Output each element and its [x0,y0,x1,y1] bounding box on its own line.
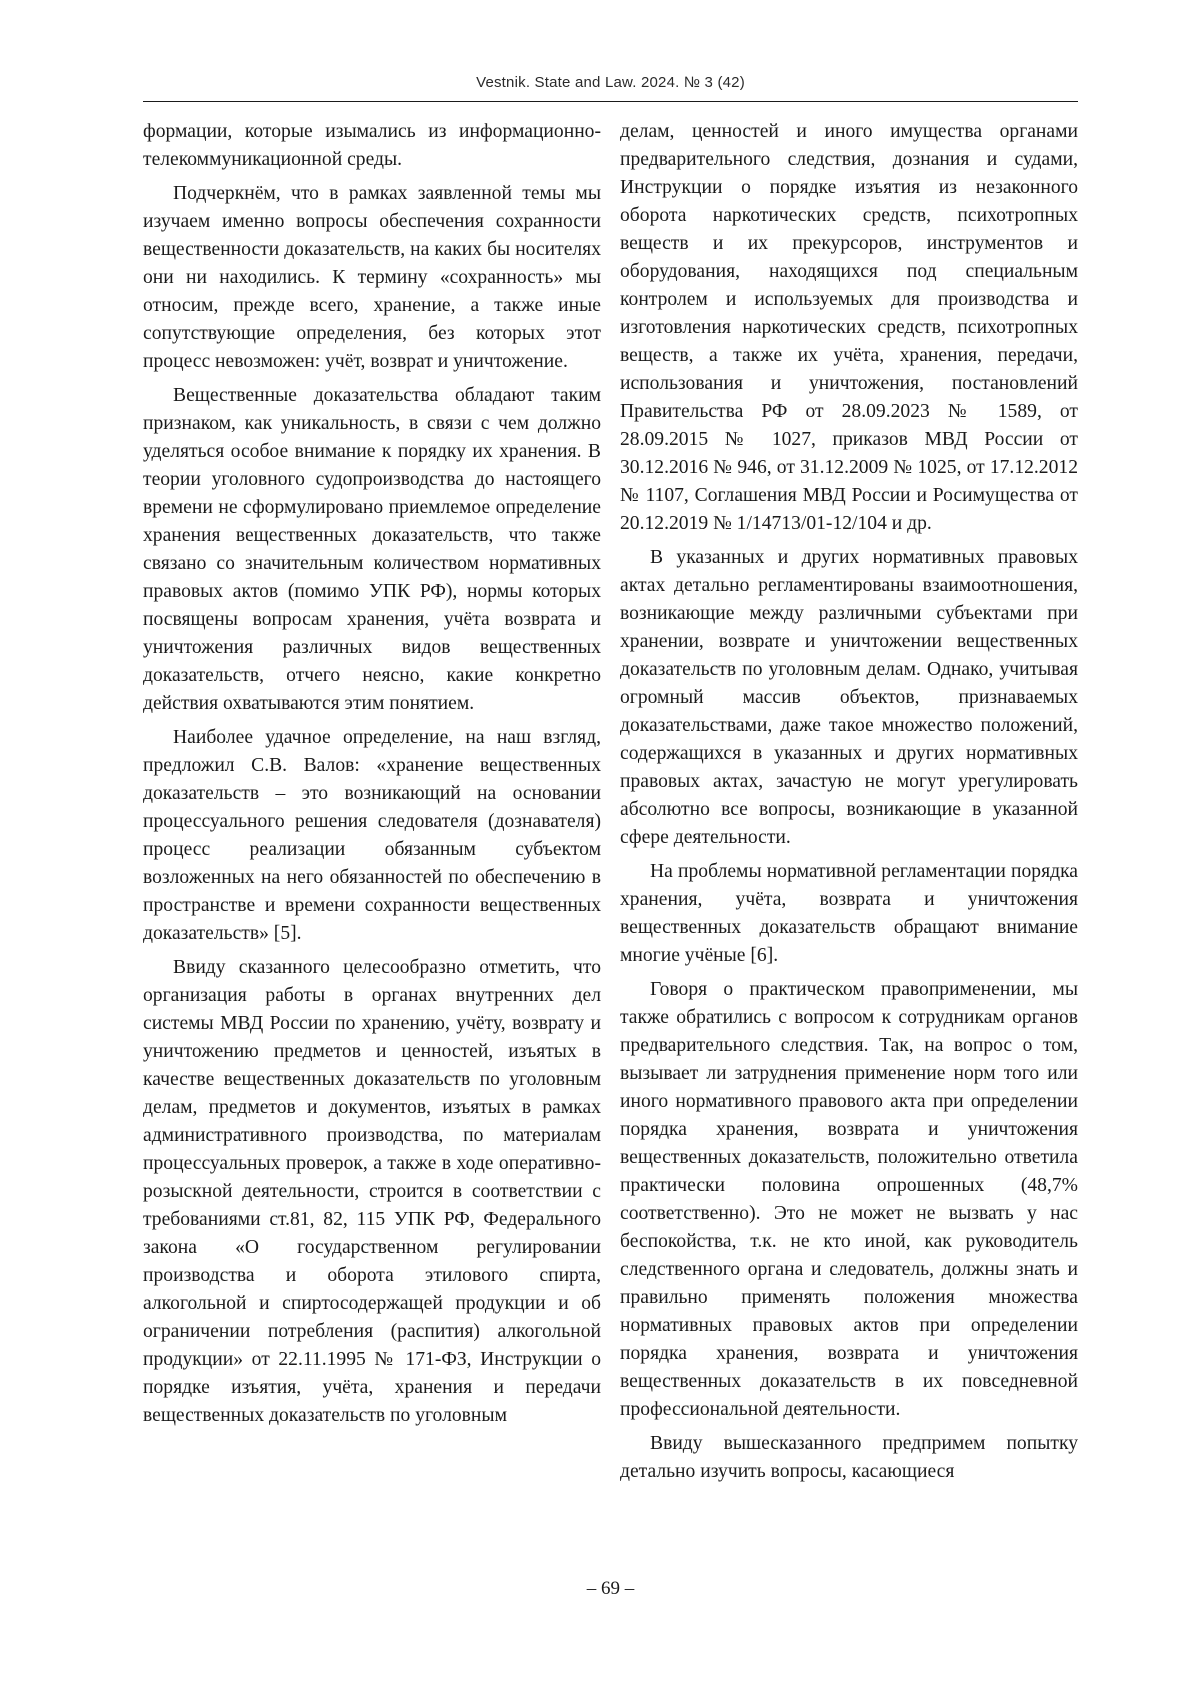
right-column [620,118,1078,1492]
paragraph: Вещественные доказательства обладают таким признаком, как уникальность, в связи с чем должно уделяться особое внимание к порядку их хранения. В теории уголовного судопроизводства до настоящего времени не сформулировано приемлемое определение хранения вещественных доказательств, что также связано со значительным количеством нормативных правовых актов (помимо УПК РФ), нормы которых посвящены вопросам хранения, учёта возврата и уничтожения различных видов вещественных доказательств, отчего неясно, какие конкретно действия охватываются этим понятием. [143,385,601,714]
paragraph: Говоря о практическом правоприменении, мы также обратились с вопросом к сотрудникам органов предварительного следствия. Так, на вопрос о том, вызывает ли затруднения применение норм того или иного нормативного правового акта при определении порядка хранения, возврата и уничтожения вещественных доказательств, положительно ответила практически половина опрошенных (48,7% соответственно). Это не может не вызвать у нас беспокойства, т.к. не кто иной, как руководитель следственного органа и следователь, должны знать и правильно применять положения множества нормативных правовых актов при определении порядка хранения, возврата и уничтожения вещественных доказательств в их повседневной профессиональной деятельности. [620,979,1078,1420]
paragraph: Наиболее удачное определение, на наш взгляд, предложил С.В. Валов: «хранение вещественных доказательств – это возникающий на основании процессуального решения следователя (дознавателя) процесс реализации обязанным субъектом возложенных на него обязанностей по обеспечению в пространстве и времени сохранности вещественных доказательств» [5]. [143,727,601,944]
left-column [143,118,601,1436]
paragraph: Ввиду сказанного целесообразно отметить, что организация работы в органах внутренних дел системы МВД России по хранению, учёту, возврату и уничтожению предметов и ценностей, изъятых в качестве вещественных доказательств по уголовным делам, предметов и документов, изъятых в рамках административного производства, по материалам процессуальных проверок, а также в ходе оперативно-розыскной деятельности, строится в соответствии с требованиями ст.81, 82, 115 УПК РФ, Федерального закона «О государственном регулировании производства и оборота этилового спирта, алкогольной и спиртосодержащей продукции и об ограничении потребления (распития) алкогольной продукции» от 22.11.1995 № 171-ФЗ, Инструкции о порядке изъятия, учёта, хранения и передачи вещественных доказательств по уголовным [143,957,601,1426]
paragraph: В указанных и других нормативных правовых актах детально регламентированы взаимоотношения, возникающие между различными субъектами при хранении, возврате и уничтожении вещественных доказательств по уголовным делам. Однако, учитывая огромный массив объектов, признаваемых доказательствами, даже такое множество положений, содержащихся в указанных и других нормативных правовых актах, зачастую не могут урегулировать абсолютно все вопросы, возникающие в указанной сфере деятельности. [620,547,1078,848]
paragraph: формации, которые изымались из информационно-телекоммуникационной среды. [143,121,601,170]
header-rule [143,101,1078,102]
page-number: – 69 – [586,1578,635,1599]
paragraph: Подчеркнём, что в рамках заявленной темы мы изучаем именно вопросы обеспечения сохранности вещественности доказательств, на каких бы носителях они ни находились. К термину «сохранность» мы относим, прежде всего, хранение, а также иные сопутствующие определения, без которых этот процесс невозможен: учёт, возврат и уничтожение. [143,183,601,372]
paragraph: делам, ценностей и иного имущества органами предварительного следствия, дознания и судами, Инструкции о порядке изъятия из незаконного оборота наркотических средств, психотропных веществ и их прекурсоров, инструментов и оборудования, находящихся под специальным контролем и используемых для производства и изготовления наркотических средств, психотропных веществ, а также их учёта, хранения, передачи, использования и уничтожения, постановлений Правительства РФ от 28.09.2023 № 1589, от 28.09.2015 № 1027, приказов МВД России от 30.12.2016 № 946, от 31.12.2009 № 1025, от 17.12.2012 № 1107, Соглашения МВД России и Росимущества от 20.12.2019 № 1/14713/01-12/104 и др. [620,121,1078,534]
running-header: Vestnik. State and Law. 2024. № 3 (42) [476,74,745,91]
paragraph: Ввиду вышесказанного предпримем попытку детально изучить вопросы, касающиеся [620,1433,1078,1482]
paragraph: На проблемы нормативной регламентации порядка хранения, учёта, возврата и уничтожения вещественных доказательств обращают внимание многие учёные [6]. [620,861,1078,966]
